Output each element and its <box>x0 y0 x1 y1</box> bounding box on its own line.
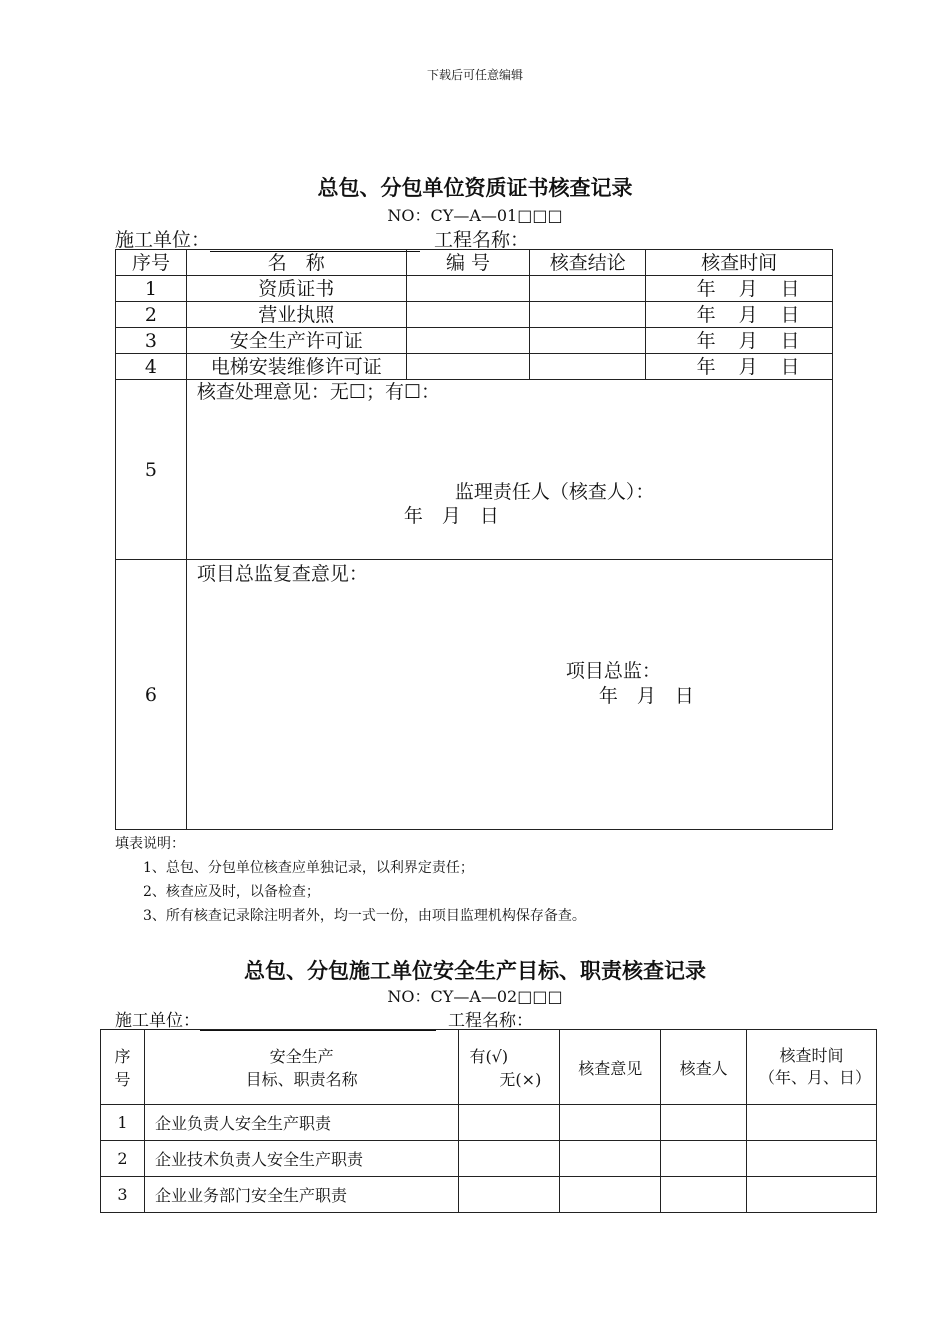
code-cell[interactable] <box>406 328 530 354</box>
checker-cell[interactable] <box>661 1177 747 1213</box>
form1-title: 总包、分包单位资质证书核查记录 <box>317 175 633 200</box>
row-no: 6 <box>116 560 187 830</box>
director-signer-label: 项目总监： <box>565 660 661 682</box>
row-name: 企业负责人安全生产职责 <box>144 1105 459 1141</box>
col-name-1: 安全生产 <box>269 1047 334 1066</box>
table-row-review <box>116 380 833 560</box>
col-seq-2: 号 <box>114 1070 131 1089</box>
date-year: 年 <box>696 277 716 300</box>
note-item: 2、核查应及时，以备检查； <box>143 884 320 900</box>
form2-number: NO：CY—A—02□□□ <box>387 987 563 1006</box>
date-day: 日 <box>780 277 800 300</box>
row-name: 营业执照 <box>186 302 406 328</box>
row-name: 电梯安装维修许可证 <box>186 354 406 380</box>
col-seq-1: 序 <box>114 1047 131 1066</box>
col-name-2: 目标、职责名称 <box>245 1070 358 1089</box>
review-date-label: 年 月 日 <box>403 505 499 527</box>
col-name <box>144 1030 459 1105</box>
form2-meta <box>115 1006 533 1031</box>
col-name: 名 称 <box>186 250 406 276</box>
table-row <box>116 302 833 328</box>
col-checker: 核查人 <box>661 1030 747 1105</box>
form2-title: 总包、分包施工单位安全生产目标、职责核查记录 <box>244 958 706 983</box>
date-month: 月 <box>738 355 758 378</box>
date-year: 年 <box>696 303 716 326</box>
form2-project-label: 工程名称： <box>448 1011 533 1031</box>
row-no: 2 <box>101 1141 145 1177</box>
checker-cell[interactable] <box>661 1141 747 1177</box>
col-time-2: （年、月、日） <box>759 1068 872 1087</box>
date-day: 日 <box>780 329 800 352</box>
table-header-row <box>101 1030 877 1105</box>
code-cell[interactable] <box>406 276 530 302</box>
col-yes: 有(√) <box>469 1047 509 1066</box>
note-item: 3、所有核查记录除注明者外，均一式一份，由项目监理机构保存备查。 <box>143 908 586 924</box>
table-header-row <box>116 250 833 276</box>
form1-table <box>115 249 833 830</box>
row-name: 资质证书 <box>186 276 406 302</box>
col-time-1: 核查时间 <box>779 1046 844 1065</box>
yes-no-cell[interactable] <box>459 1105 560 1141</box>
yes-no-cell[interactable] <box>459 1177 560 1213</box>
col-seq: 序号 <box>116 250 187 276</box>
yes-no-cell[interactable] <box>459 1141 560 1177</box>
table-row <box>116 354 833 380</box>
director-opinion-cell[interactable] <box>186 560 832 830</box>
opinion-cell[interactable] <box>560 1105 661 1141</box>
director-opinion-label: 项目总监复查意见： <box>196 563 368 585</box>
date-cell[interactable] <box>646 354 833 380</box>
conclusion-cell[interactable] <box>530 328 646 354</box>
table-row <box>116 328 833 354</box>
opinion-cell[interactable] <box>560 1177 661 1213</box>
table-row-director <box>116 560 833 830</box>
form1-unit-label: 施工单位： <box>115 229 211 251</box>
col-seq <box>101 1030 145 1105</box>
conclusion-cell[interactable] <box>530 276 646 302</box>
date-day: 日 <box>780 355 800 378</box>
row-no: 5 <box>116 380 187 560</box>
date-cell[interactable] <box>646 302 833 328</box>
checker-cell[interactable] <box>661 1105 747 1141</box>
date-month: 月 <box>738 329 758 352</box>
opinion-cell[interactable] <box>560 1141 661 1177</box>
review-opinion-label: 核查处理意见：无☐；有☐： <box>196 381 440 403</box>
col-opinion: 核查意见 <box>560 1030 661 1105</box>
row-no: 2 <box>116 302 187 328</box>
code-cell[interactable] <box>406 354 530 380</box>
note-item: 1、总包、分包单位核查应单独记录，以利界定责任； <box>143 860 474 876</box>
col-yes-no <box>459 1030 560 1105</box>
conclusion-cell[interactable] <box>530 302 646 328</box>
col-time <box>747 1030 877 1105</box>
table-row <box>101 1105 877 1141</box>
form1-project-label: 工程名称： <box>434 229 530 251</box>
form1-number: NO：CY—A—01□□□ <box>387 206 563 225</box>
col-conclusion: 核查结论 <box>530 250 646 276</box>
date-cell[interactable] <box>646 328 833 354</box>
row-no: 1 <box>116 276 187 302</box>
row-name: 企业技术负责人安全生产职责 <box>144 1141 459 1177</box>
col-code: 编 号 <box>406 250 530 276</box>
form1-meta <box>115 225 529 252</box>
time-cell[interactable] <box>747 1141 877 1177</box>
row-no: 3 <box>101 1177 145 1213</box>
col-time: 核查时间 <box>646 250 833 276</box>
table-row <box>101 1177 877 1213</box>
form2-table <box>100 1029 877 1213</box>
date-day: 日 <box>780 303 800 326</box>
review-opinion-cell[interactable] <box>186 380 832 560</box>
date-month: 月 <box>738 277 758 300</box>
header-note: 下载后可任意编辑 <box>426 68 523 82</box>
row-no: 1 <box>101 1105 145 1141</box>
form2-unit-label: 施工单位： <box>115 1011 200 1031</box>
date-month: 月 <box>738 303 758 326</box>
row-no: 4 <box>116 354 187 380</box>
director-date-label: 年 月 日 <box>598 685 694 707</box>
table-row <box>101 1141 877 1177</box>
time-cell[interactable] <box>747 1105 877 1141</box>
row-name: 企业业务部门安全生产职责 <box>144 1177 459 1213</box>
row-no: 3 <box>116 328 187 354</box>
date-year: 年 <box>696 355 716 378</box>
row-name: 安全生产许可证 <box>186 328 406 354</box>
col-no: 无(×) <box>499 1070 542 1089</box>
date-cell[interactable] <box>646 276 833 302</box>
conclusion-cell[interactable] <box>530 354 646 380</box>
notes-title: 填表说明： <box>115 836 185 852</box>
time-cell[interactable] <box>747 1177 877 1213</box>
date-year: 年 <box>696 329 716 352</box>
code-cell[interactable] <box>406 302 530 328</box>
form1-notes <box>115 832 586 928</box>
table-row <box>116 276 833 302</box>
review-signer-label: 监理责任人（核查人）： <box>454 481 655 503</box>
